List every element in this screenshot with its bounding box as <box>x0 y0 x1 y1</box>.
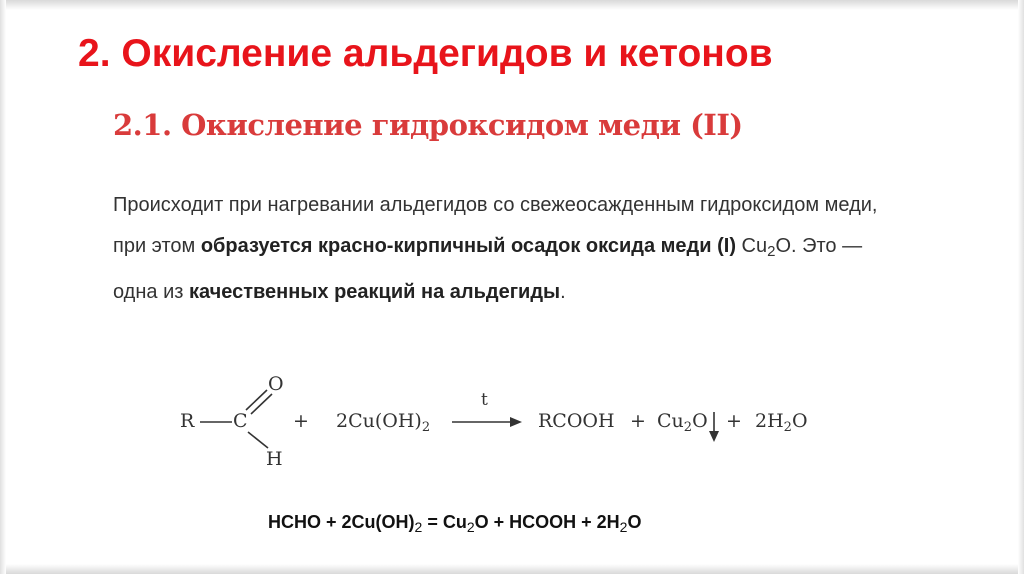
eq2-sub-1: 2 <box>414 519 423 535</box>
product3-tail: O <box>791 410 808 432</box>
eq2-sub-2: 2 <box>466 519 475 535</box>
carbon-label: C <box>233 410 248 432</box>
r-group-label: R <box>180 410 195 432</box>
product2-text: Cu <box>657 410 684 432</box>
product2-subscript: 2 <box>683 420 693 435</box>
aldehyde-reaction-scheme <box>170 368 830 478</box>
paragraph-bold-2: качественных реакций на альдегиды <box>188 281 561 303</box>
product-carboxylic-acid: RCOOH <box>538 410 615 432</box>
slide-frame-bottom <box>0 564 1024 574</box>
slide-frame-top <box>0 0 1024 10</box>
slide-title: 2. Окисление альдегидов и кетонов <box>78 32 773 75</box>
plus-sign-3: + <box>726 410 742 432</box>
eq2-part-3: O + HCOOH + 2H <box>474 512 620 532</box>
product-copper-oxide <box>657 410 708 435</box>
reaction-arrow-head <box>510 417 522 427</box>
eq2-part-4: O <box>627 512 642 532</box>
eq2-part-2: = Cu <box>422 512 467 532</box>
c-h-bond <box>248 432 268 448</box>
product3-text: 2H <box>755 410 784 432</box>
oxygen-label: O <box>268 373 284 395</box>
heat-label: t <box>481 390 488 410</box>
paragraph-text-1: Происходит при нагревании альдегидов со свежеосажденным гидроксидом меди, при этом <box>113 194 878 257</box>
reagent-copper-hydroxide <box>336 410 430 435</box>
eq2-part-1: HCHO + 2Cu(OH) <box>268 512 415 532</box>
c-o-double-bond-1 <box>246 390 267 410</box>
slide-frame-right <box>1018 0 1024 574</box>
plus-sign-1: + <box>293 410 309 432</box>
c-o-double-bond-2 <box>251 394 272 414</box>
plus-sign-2: + <box>630 410 646 432</box>
paragraph-text-2: Cu <box>735 235 768 257</box>
paragraph-text-3: O. Это — одна из <box>113 235 863 303</box>
hydrogen-label: H <box>266 448 283 470</box>
reagent-subscript: 2 <box>421 420 431 435</box>
section-title: 2.1. Окисление гидроксидом меди (II) <box>113 108 743 142</box>
product2-tail: O <box>692 410 708 432</box>
product3-subscript: 2 <box>783 420 792 435</box>
paragraph-bold-1: образуется красно-кирпичный осадок оксида меди (I) <box>200 235 736 257</box>
paragraph-subscript: 2 <box>767 243 776 260</box>
slide-frame-left <box>0 0 6 574</box>
description-paragraph <box>113 185 893 313</box>
paragraph-text-4: . <box>560 281 566 303</box>
formaldehyde-equation <box>268 512 641 535</box>
reagent-text: 2Cu(OH) <box>336 410 422 432</box>
precipitate-arrow-head <box>709 431 719 442</box>
product-water <box>755 410 808 435</box>
eq2-sub-3: 2 <box>619 519 628 535</box>
